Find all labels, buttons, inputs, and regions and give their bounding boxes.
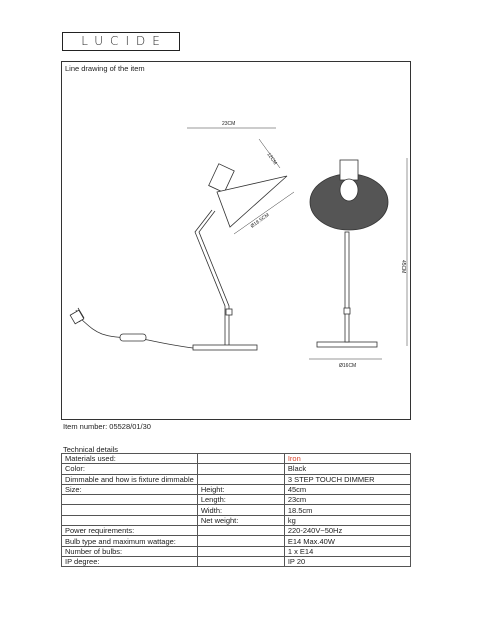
- front-bulb: [340, 179, 358, 201]
- row-sublabel: [197, 546, 284, 556]
- dim-shade-height-label: 12CM: [265, 151, 278, 167]
- row-label: [62, 495, 198, 505]
- row-value: 1 x E14: [284, 546, 410, 556]
- row-sublabel: Width:: [197, 505, 284, 515]
- table-row: [62, 464, 411, 474]
- row-label: [62, 505, 198, 515]
- row-label: Power requirements:: [62, 526, 198, 536]
- table-row: [62, 526, 411, 536]
- row-label: Number of bulbs:: [62, 546, 198, 556]
- row-sublabel: [197, 526, 284, 536]
- table-row: [62, 515, 411, 525]
- row-label: Bulb type and maximum wattage:: [62, 536, 198, 546]
- table-row: [62, 546, 411, 556]
- row-sublabel: [197, 474, 284, 484]
- table-row: [62, 556, 411, 566]
- row-value: 45cm: [284, 484, 410, 494]
- row-value: 18.5cm: [284, 505, 410, 515]
- row-value: 3 STEP TOUCH DIMMER: [284, 474, 410, 484]
- row-label: Color:: [62, 464, 198, 474]
- dim-shade-diameter-label: Ø18.5CM: [249, 212, 271, 230]
- row-sublabel: Height:: [197, 484, 284, 494]
- technical-details-title: Technical details: [63, 445, 119, 454]
- table-row: [62, 505, 411, 515]
- row-value: 23cm: [284, 495, 410, 505]
- dim-width-label: 23CM: [222, 121, 236, 127]
- front-base: [317, 342, 377, 347]
- plug: [70, 310, 84, 324]
- front-stem: [345, 232, 349, 342]
- line-drawing-frame: [61, 61, 411, 420]
- row-sublabel: [197, 536, 284, 546]
- row-value: 220-240V~50Hz: [284, 526, 410, 536]
- lamp-line-drawing: [62, 62, 412, 421]
- side-base: [193, 345, 257, 350]
- front-socket: [340, 160, 358, 180]
- row-value: E14 Max.40W: [284, 536, 410, 546]
- row-sublabel: [197, 556, 284, 566]
- row-value: Iron: [284, 454, 410, 464]
- side-switch: [226, 309, 232, 315]
- dim-base-label: Ø16CM: [339, 363, 357, 369]
- front-view-lamp: [310, 160, 388, 347]
- brand-logo: LUCIDE: [62, 32, 180, 51]
- dim-height-label: 45CM: [400, 260, 406, 274]
- row-label: Dimmable and how is fixture dimmable: [62, 474, 198, 484]
- table-row: [62, 454, 411, 464]
- row-sublabel: [197, 464, 284, 474]
- row-value: Black: [284, 464, 410, 474]
- item-number: Item number: 05528/01/30: [63, 422, 151, 431]
- table-row: [62, 536, 411, 546]
- side-view-lamp: [70, 164, 287, 350]
- row-sublabel: Net weight:: [197, 515, 284, 525]
- row-label: Materials used:: [62, 454, 198, 464]
- technical-details-table: [61, 453, 411, 567]
- table-row: [62, 484, 411, 494]
- table-row: [62, 474, 411, 484]
- front-switch: [344, 308, 350, 314]
- side-arm: [195, 210, 225, 345]
- row-label: [62, 515, 198, 525]
- row-sublabel: [197, 454, 284, 464]
- row-value: kg: [284, 515, 410, 525]
- row-label: IP degree:: [62, 556, 198, 566]
- row-sublabel: Length:: [197, 495, 284, 505]
- drawing-title: Line drawing of the item: [65, 64, 145, 73]
- row-label: Size:: [62, 484, 198, 494]
- dimmer-box: [120, 334, 146, 341]
- row-value: IP 20: [284, 556, 410, 566]
- side-socket: [209, 164, 235, 193]
- table-row: [62, 495, 411, 505]
